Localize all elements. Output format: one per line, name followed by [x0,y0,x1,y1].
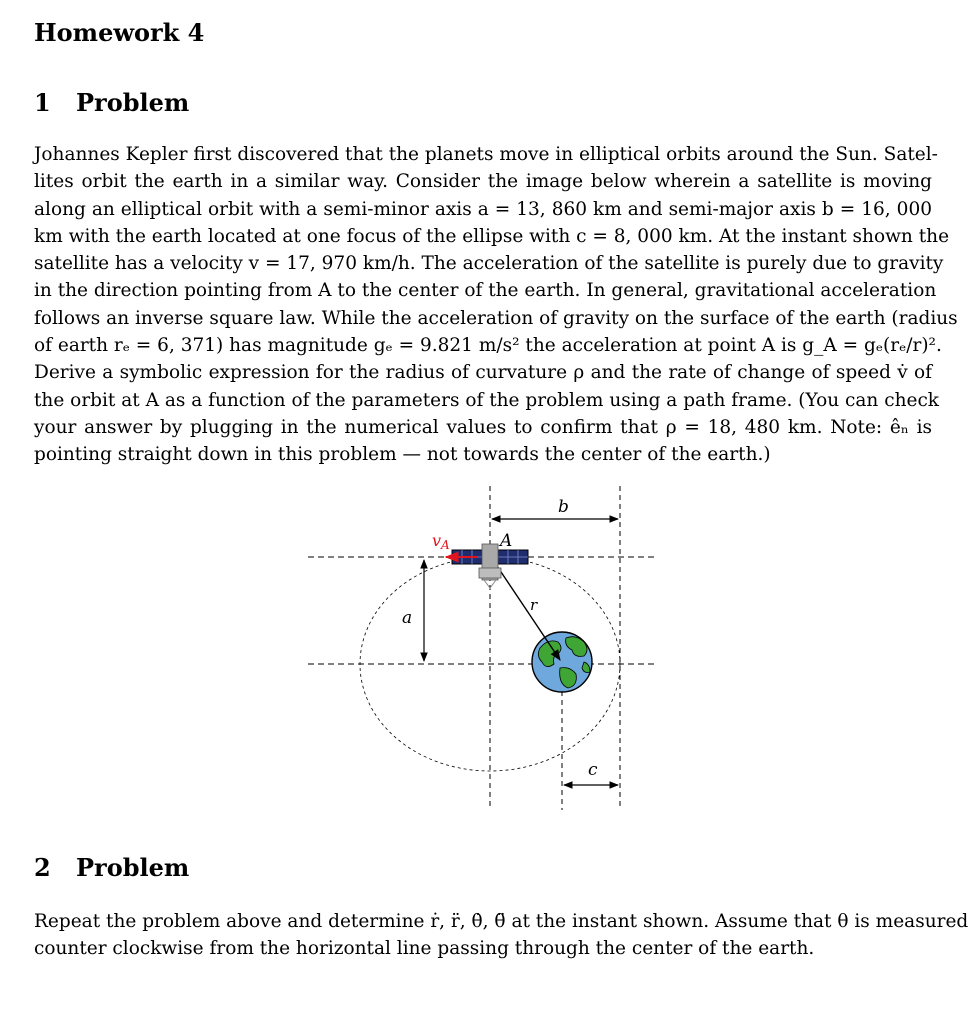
section-2-number: 2 [34,853,51,882]
section-1-number: 1 [34,88,51,117]
label-c: c [588,760,598,780]
paragraph-line: counter clockwise from the horizontal line passing through the center of the earth. [34,938,815,960]
problem-1-text [34,141,958,469]
paragraph-line: Repeat the problem above and determine ṙ, r̈, θ̇, θ̈ at the instant shown. Assume that θ is measured [34,911,968,932]
paragraph-line: pointing straight down in this problem — not towards the center of the earth.) [34,444,771,466]
label-vA-subscript: A [441,538,450,552]
section-2-title: Problem [76,853,190,882]
label-b: b [558,497,569,517]
paragraph-line: km with the earth located at one focus of the ellipse with c = 8, 000 km. At the instant shown the [34,225,950,247]
satellite-icon [452,544,528,588]
orbit-diagram [300,484,662,814]
section-2-heading [34,853,189,882]
paragraph-line: along an elliptical orbit with a semi-minor axis a = 13, 860 km and semi-major axis b = 16, 000 [34,198,932,220]
label-r: r [530,596,538,614]
label-A: A [500,531,513,551]
section-1-title: Problem [76,88,190,117]
paragraph-line: your answer by plugging in the numerical values to confirm that ρ = 18, 480 km. Note: êₙ is [34,416,932,438]
paragraph-line: lites orbit the earth in a similar way. Consider the image below wherein a satellite is moving [34,171,932,193]
orbit-figure [300,484,662,814]
paragraph-line: in the direction pointing from A to the center of the earth. In general, gravitational acceleration [34,280,937,302]
label-vA [432,531,450,552]
paragraph-line: follows an inverse square law. While the acceleration of gravity on the surface of the earth (radius [34,307,958,329]
label-vA-main: v [432,531,442,550]
problem-2-text [34,908,968,963]
paragraph-line: satellite has a velocity v = 17, 970 km/h. The acceleration of the satellite is purely due to gravity [34,253,944,275]
paragraph-line: Derive a symbolic expression for the radius of curvature ρ and the rate of change of speed v̇ of [34,362,932,384]
document-title: Homework 4 [34,18,205,47]
paragraph-line: Johannes Kepler first discovered that the planets move in elliptical orbits around the Sun. Satel- [34,144,938,165]
label-a: a [402,608,413,628]
earth-icon [532,632,592,692]
section-1-heading [34,88,189,117]
paragraph-line: of earth rₑ = 6, 371) has magnitude gₑ = 9.821 m/s² the acceleration at point A is g_A = gₑ(rₑ/r)². [34,335,942,357]
paragraph-line: the orbit at A as a function of the parameters of the problem using a path frame. (You can check [34,389,940,411]
